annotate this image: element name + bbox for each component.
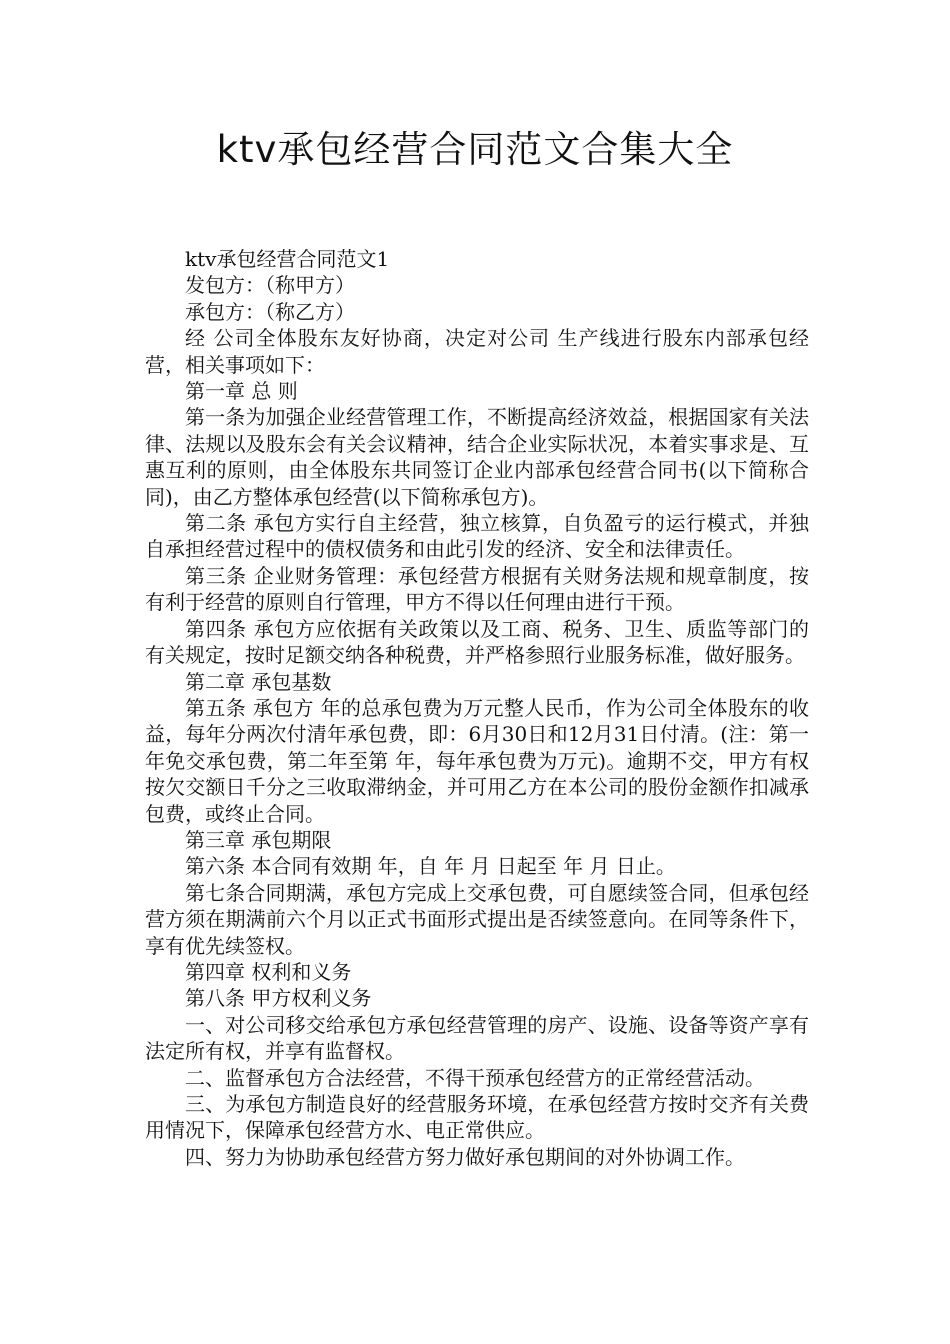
article-5: 第五条 承包方 年的总承包费为万元整人民币，作为公司全体股东的收益，每年分两次付清年承包费，即：6月30日和12月31日付清。(注：第一年免交承包费，第二年至第 年，每年承包费为万元)。逾期不交，甲方有权按欠交额日千分之三收取滞纳金，并可用乙方在本公司的股份金额作扣减承包费，或终止合同。 bbox=[145, 695, 809, 826]
article-8-item-2: 二、监督承包方合法经营，不得干预承包经营方的正常经营活动。 bbox=[185, 1065, 765, 1090]
paragraph-intro: 经 公司全体股东友好协商，决定对公司 生产线进行股东内部承包经营，相关事项如下： bbox=[145, 326, 809, 377]
chapter-4-heading: 第四章 权利和义务 bbox=[185, 959, 352, 984]
chapter-1-heading: 第一章 总 则 bbox=[185, 379, 298, 404]
chapter-3-heading: 第三章 承包期限 bbox=[185, 827, 332, 852]
article-8-item-1: 一、对公司移交给承包方承包经营管理的房产、设施、设备等资产享有法定所有权，并享有监督权。 bbox=[145, 1012, 809, 1064]
article-8-item-3: 三、为承包方制造良好的经营服务环境，在承包经营方按时交齐有关费用情况下，保障承包经营方水、电正常供应。 bbox=[145, 1092, 809, 1143]
article-1: 第一条为加强企业经营管理工作，不断提高经济效益，根据国家有关法律、法规以及股东会有关会议精神，结合企业实际状况，本着实事求是、互惠互利的原则，由全体股东共同签订企业内部承包经营合同书(以下简称合同)，由乙方整体承包经营(以下简称承包方)。 bbox=[145, 405, 809, 509]
paragraph-party-a: 发包方：（称甲方） bbox=[185, 273, 355, 298]
paragraph-party-b: 承包方：（称乙方） bbox=[185, 299, 355, 324]
document-title: ktv承包经营合同范文合集大全 bbox=[216, 128, 734, 171]
article-7: 第七条合同期满，承包方完成上交承包费，可自愿续签合同，但承包经营方须在期满前六个月以正式书面形式提出是否续签意向。在同等条件下，享有优先续签权。 bbox=[145, 880, 809, 958]
article-8-item-4: 四、努力为协助承包经营方努力做好承包期间的对外协调工作。 bbox=[185, 1144, 745, 1169]
paragraph-heading-1: ktv承包经营合同范文1 bbox=[185, 247, 390, 271]
article-3: 第三条 企业财务管理：承包经营方根据有关财务法规和规章制度，按有利于经营的原则自行管理，甲方不得以任何理由进行干预。 bbox=[145, 563, 809, 615]
article-2: 第二条 承包方实行自主经营，独立核算，自负盈亏的运行模式，并独自承担经营过程中的债权债务和由此引发的经济、安全和法律责任。 bbox=[145, 511, 809, 562]
document-body bbox=[145, 246, 809, 1170]
article-8: 第八条 甲方权利义务 bbox=[185, 986, 372, 1011]
article-4: 第四条 承包方应依据有关政策以及工商、税务、卫生、质监等部门的有关规定，按时足额交纳各种税费，并严格参照行业服务标准，做好服务。 bbox=[145, 616, 809, 668]
chapter-2-heading: 第二章 承包基数 bbox=[185, 669, 332, 694]
article-6: 第六条 本合同有效期 年，自 年 月 日起至 年 月 日止。 bbox=[185, 854, 676, 879]
